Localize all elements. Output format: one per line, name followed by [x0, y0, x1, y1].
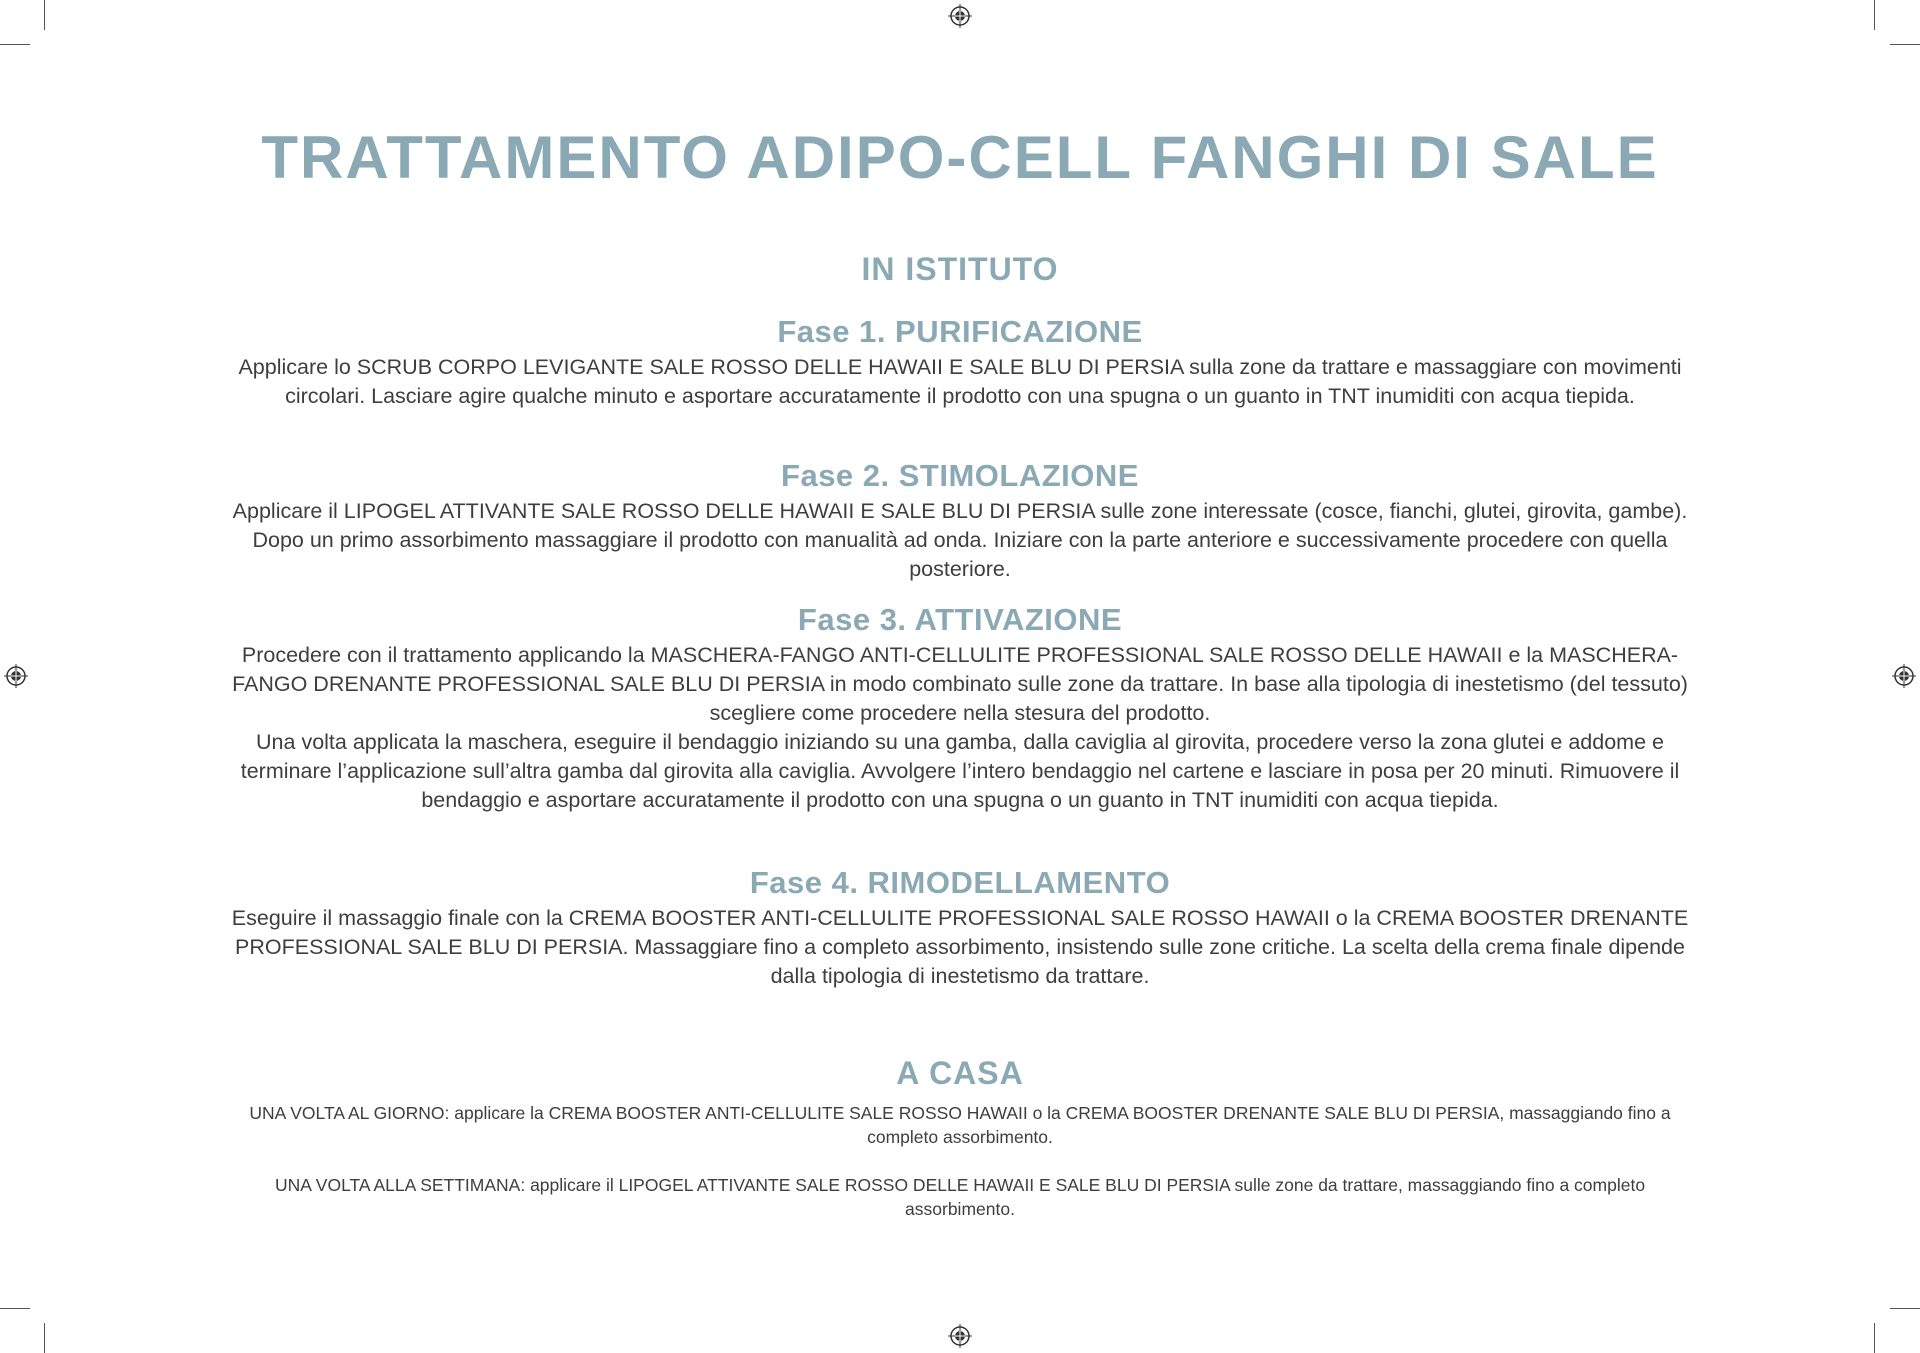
registration-mark-left-icon: [4, 664, 28, 688]
phase-1-text: Applicare lo SCRUB CORPO LEVIGANTE SALE ROSSO DELLE HAWAII E SALE BLU DI PERSIA sulla zone da trattare e massaggiare con movimenti circolari. Lasciare agire qualche minuto e asportare accuratamente il prodotto con una spugna o un guanto in TNT inumiditi con acqua tiepida.: [238, 355, 1682, 408]
section-heading-in-istituto: IN ISTITUTO: [861, 251, 1059, 287]
registration-mark-bottom-icon: [948, 1324, 972, 1348]
phase-4-text: Eseguire il massaggio finale con la CREMA BOOSTER ANTI-CELLULITE PROFESSIONAL SALE ROSSO HAWAII o la CREMA BOOSTER DRENANTE PROFESSIONAL SALE BLU DI PERSIA. Massaggiare fino a completo assorbimento, insistendo sulle zone critiche. La scelta della crema finale dipende dalla tipologia di inestetismo da trattare.: [231, 906, 1689, 988]
section-heading-a-casa: A CASA: [896, 1055, 1024, 1091]
crop-mark-bottom-left-horizontal: [0, 1308, 30, 1309]
home-instruction-daily: UNA VOLTA AL GIORNO: applicare la CREMA BOOSTER ANTI-CELLULITE SALE ROSSO HAWAII o la CREMA BOOSTER DRENANTE SALE BLU DI PERSIA, massaggiando fino a completo assorbimento.: [249, 1103, 1671, 1147]
phase-1-title: Fase 1. PURIFICAZIONE: [777, 314, 1143, 349]
crop-mark-top-right-horizontal: [1890, 44, 1920, 45]
registration-mark-top-icon: [948, 4, 972, 28]
crop-mark-top-right-vertical: [1874, 0, 1875, 30]
crop-mark-bottom-right-horizontal: [1890, 1308, 1920, 1309]
crop-mark-bottom-left-vertical: [44, 1323, 45, 1353]
phase-2-title: Fase 2. STIMOLAZIONE: [781, 458, 1139, 493]
home-instruction-weekly: UNA VOLTA ALLA SETTIMANA: applicare il LIPOGEL ATTIVANTE SALE ROSSO DELLE HAWAII E SALE BLU DI PERSIA sulle zone da trattare, massaggiando fino a completo assorbimento.: [274, 1175, 1646, 1219]
phase-3-title: Fase 3. ATTIVAZIONE: [797, 602, 1123, 637]
crop-mark-top-left-vertical: [44, 0, 45, 30]
phase-4-title: Fase 4. RIMODELLAMENTO: [749, 865, 1171, 900]
registration-mark-right-icon: [1892, 664, 1916, 688]
phase-2-text: Applicare il LIPOGEL ATTIVANTE SALE ROSSO DELLE HAWAII E SALE BLU DI PERSIA sulle zone interessate (cosce, fianchi, glutei, girovita, gambe). Dopo un primo assorbimento massaggiare il prodotto con manualità ad onda. Iniziare con la parte anteriore e successivamente procedere con quella posteriore.: [232, 499, 1688, 581]
crop-mark-bottom-right-vertical: [1874, 1323, 1875, 1353]
page-title: TRATTAMENTO ADIPO-CELL FANGHI DI SALE: [261, 124, 1659, 191]
phase-3-text: Procedere con il trattamento applicando la MASCHERA-FANGO ANTI-CELLULITE PROFESSIONAL SALE ROSSO DELLE HAWAII e la MASCHERA-FANGO DRENANTE PROFESSIONAL SALE BLU DI PERSIA in modo combinato sulle zone da trattare. In base alla tipologia di inestetismo (del tessuto) scegliere come procedere nella stesura del prodotto. Una volta applicata la maschera, eseguire il bendaggio iniziando su una gamba, dalla caviglia al girovita, procedere verso la zona glutei e addome e terminare l’applicazione sull’altra gamba dal girovita alla caviglia. Avvolgere l’intero bendaggio nel cartene e lasciare in posa per 20 minuti. Rimuovere il bendaggio e asportare accuratamente il prodotto con una spugna o un guanto in TNT inumiditi con acqua tiepida.: [232, 643, 1688, 812]
crop-mark-top-left-horizontal: [0, 44, 30, 45]
